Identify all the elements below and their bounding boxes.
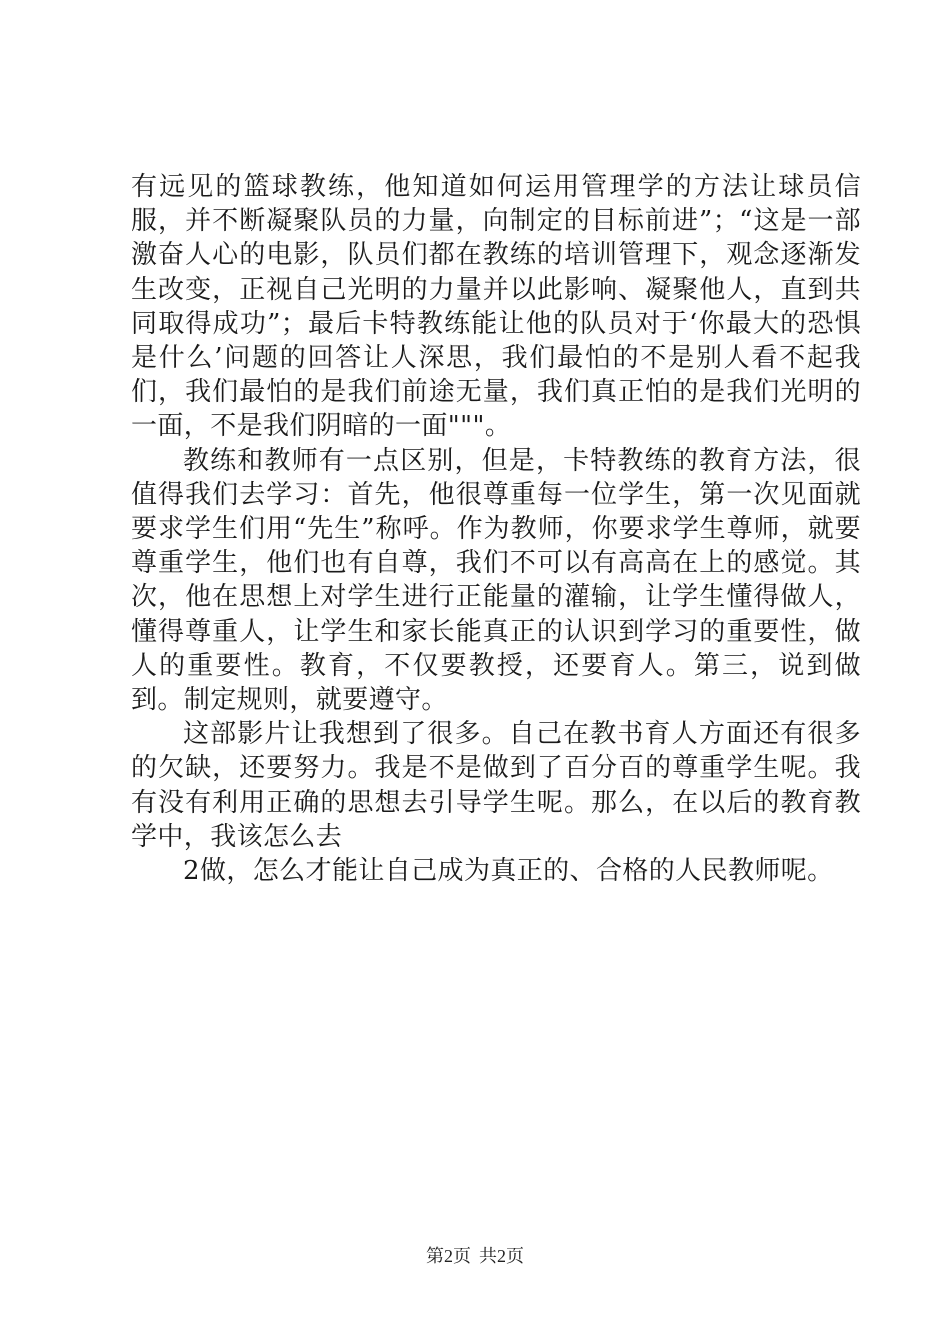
paragraph-1: 有远见的篮球教练，他知道如何运用管理学的方法让球员信服，并不断凝聚队员的力量，向制定的目标前进”；“这是一部激奋人心的电影，队员们都在教练的培训管理下，观念逐渐发生改变，正视自己光明的力量并以此影响、凝聚他人，直到共同取得成功”；最后卡特教练能让他的队员对于‘你最大的恐惧是什么’问题的回答让人深思，我们最怕的不是别人看不起我们，我们最怕的是我们前途无量，我们真正怕的是我们光明的一面，不是我们阴暗的一面"""。 bbox=[131, 172, 861, 442]
page-number: 第2页 bbox=[426, 1246, 471, 1266]
page-footer bbox=[0, 1242, 950, 1268]
paragraph-4: 2做，怎么才能让自己成为真正的、合格的人民教师呢。 bbox=[183, 856, 834, 887]
document-body bbox=[131, 170, 861, 888]
total-pages: 共2页 bbox=[479, 1246, 524, 1266]
paragraph-3: 这部影片让我想到了很多。自己在教书育人方面还有很多的欠缺，还要努力。我是不是做到了百分百的尊重学生呢。我有没有利用正确的思想去引导学生呢。那么，在以后的教育教学中，我该怎么去 bbox=[131, 719, 861, 852]
paragraph-2: 教练和教师有一点区别，但是，卡特教练的教育方法，很值得我们去学习：首先，他很尊重每一位学生，第一次见面就要求学生们用“先生”称呼。作为教师，你要求学生尊师，就要尊重学生，他们也有自尊，我们不可以有高高在上的感觉。其次，他在思想上对学生进行正能量的灌输，让学生懂得做人，懂得尊重人，让学生和家长能真正的认识到学习的重要性，做人的重要性。教育，不仅要教授，还要育人。第三，说到做到。制定规则，就要遵守。 bbox=[131, 445, 861, 716]
